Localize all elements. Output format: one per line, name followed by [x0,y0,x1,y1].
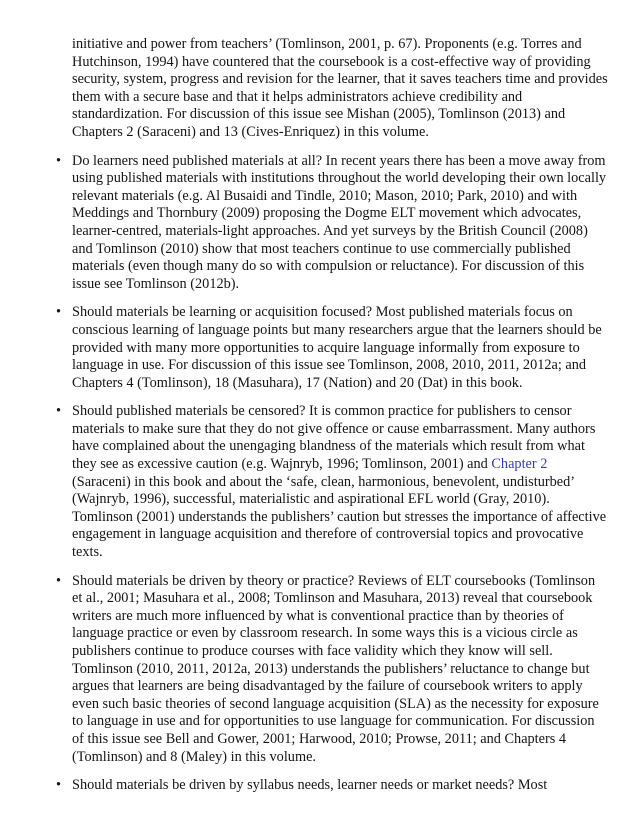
bullet-text-after-link: (Saraceni) in this book and about the ‘safe, clean, harmonious, benevolent, undisturbed’ (Wajnryb, 1996), successful, materialistic and aspirational EFL world (Gray, 2010). Tomlinson (2001) understands the publishers’ caution but stresses the importance of affective engagement in language acquisition and therefore of controversial topics and provocative texts. [72,473,607,561]
bullet-marker: • [56,304,62,321]
bullet-marker: • [56,572,62,589]
chapter-2-link[interactable]: Chapter 2 [491,456,548,473]
bullet-text: Should materials be learning or acquisition focused? Most published materials focus on conscious learning of language points but many researchers argue that the learners should be provided with many more opportunities to acquire language informally from exposure to language in use. For discussion of this issue see Tomlinson, 2008, 2010, 2011, 2012a; and Chapters 4 (Tomlinson), 18 (Masuhara), 17 (Nation) and 20 (Dat) in this book. [72,304,602,391]
bullet-theory-practice [56,572,608,767]
bullet-text: Should materials be driven by syllabus needs, learner needs or market needs? Most [72,777,548,794]
bullet-text: Should materials be driven by theory or practice? Reviews of ELT coursebooks (Tomlinson et al., 2001; Masuhara et al., 2008; Tomlinson and Masuhara, 2013) reveal that coursebook writers are much more influenced by what is conventional practice than by theories of language practice or even by classroom research. In some ways this is a vicious circle as publishers continue to produce courses with face validity which they know will sell. Tomlinson (2010, 2011, 2012a, 2013) understands the publishers’ reluctance to change but argues that learners are being disadvantaged by the failure of coursebook writers to apply even such basic theories of second language acquisition (SLA) as the necessity for exposure to language in use and for opportunities to use language for communication. For discussion of this issue see Bell and Gower, 2001; Harwood, 2010; Prowse, 2011; and Chapters 4 (Tomlinson) and 8 (Maley) in this volume. [72,572,599,765]
bullet-text: Do learners need published materials at all? In recent years there has been a move away from using published materials with institutions throughout the world developing their own locally relevant materials (e.g. Al Busaidi and Tindle, 2010; Mason, 2010; Park, 2010) and with Meddings and Thornbury (2009) proposing the Dogme ELT movement which advocates, learner-centred, materials-light approaches. And yet surveys by the British Council (2008) and Tomlinson (2010) show that most teachers continue to use commercially published materials (even though many do so with compulsion or reluctance). For discussion of this issue see Tomlinson (2012b). [72,152,607,292]
bullet-censored [56,403,608,561]
bullet-text-before-link: Should published materials be censored? It is common practice for publishers to censor materials to make sure that they do not give offence or cause embarrassment. Many authors have complained about the unengaging blandness of the materials which result from what they see as excessive caution (e.g. Wajnryb, 1996; Tomlinson, 2001) and [72,403,596,473]
bullet-marker: • [56,777,62,794]
bullet-learning-acquisition [56,304,608,392]
bullet-published-materials [56,152,608,294]
bullet-marker: • [56,403,62,420]
intro-paragraph: initiative and power from teachers’ (Tomlinson, 2001, p. 67). Proponents (e.g. Torres and Hutchinson, 1994) have countered that the coursebook is a cost-effective way of providing security, system, progress and revision for the learner, that it saves teachers time and provides them with a secure base and that it helps administrators achieve credibility and standardization. For discussion of this issue see Mishan (2005), Tomlinson (2013) and Chapters 2 (Saraceni) and 13 (Cives-Enriquez) in this volume. [72,36,608,140]
bullet-marker: • [56,152,62,169]
bullet-syllabus-needs [56,777,608,795]
